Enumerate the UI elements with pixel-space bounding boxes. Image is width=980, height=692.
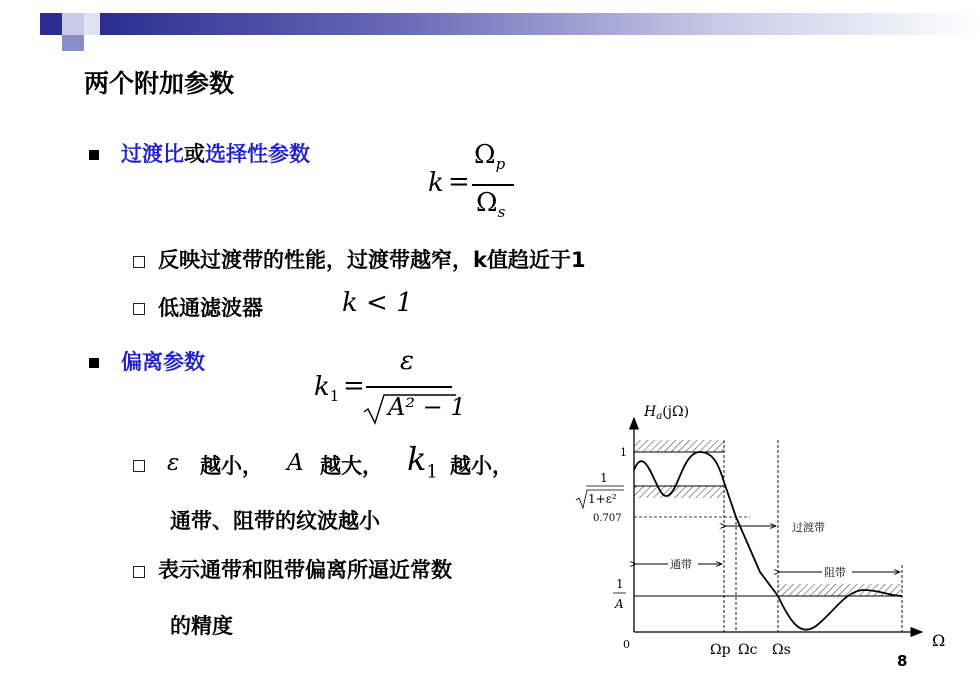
response-curve (634, 452, 902, 630)
bullet1-label-part1: 过渡比 (121, 142, 184, 166)
formula-k1-sub: 1 (329, 387, 340, 406)
passband-lower-hatch (634, 486, 724, 498)
y-axis-label: $H_a(j\Omega)$ (644, 404, 690, 422)
formula-k-eq: = (448, 167, 470, 197)
tick-0707: 0.707 (593, 513, 622, 524)
tick-1: 1 (620, 446, 627, 459)
bullet1-sub2-formula: k < 1 (342, 288, 413, 318)
sub-bullet-box-2 (133, 303, 145, 315)
bullet2-sub1-k-letter: k (407, 440, 427, 478)
formula-k1 (314, 372, 339, 405)
formula-k-fraction-line (472, 184, 514, 186)
formula-k1-k: k (314, 372, 330, 402)
label-passband: 通带 (670, 558, 692, 571)
formula-k1-den: A² − 1 (388, 393, 466, 421)
formula-k-den-omega: Ω (476, 188, 498, 218)
sub-bullet-box-1 (133, 256, 145, 268)
bullet2-sub1-line2: 通带、阻带的纹波越小 (170, 509, 380, 533)
bullet2-sub1-t3: 越小， (450, 454, 513, 478)
x-label-omega-s: Ωs (772, 642, 791, 658)
logo-square-2 (62, 13, 84, 35)
formula-k1-eq: = (343, 371, 365, 401)
bullet2-sub1-k (407, 440, 438, 482)
logo-square-4 (84, 13, 100, 35)
formula-k1-num: ε (400, 346, 414, 376)
bullet-marker-1 (89, 150, 99, 160)
x-label-omega-c: Ωc (738, 642, 758, 658)
bullet2-label: 偏离参数 (121, 350, 205, 374)
formula-k-num (474, 140, 505, 173)
sub-bullet-box-3 (133, 460, 145, 472)
formula-k-num-sub: p (495, 155, 506, 174)
formula-k-den (476, 188, 505, 221)
bullet2-sub1-k-sub: 1 (426, 461, 438, 483)
x-label-omega-p: Ωp (710, 642, 731, 658)
logo-square-3 (62, 35, 84, 51)
page-title: 两个附加参数 (84, 69, 235, 98)
formula-k1-fraction-line (366, 386, 452, 388)
filter-response-figure (560, 400, 960, 665)
bullet-marker-2 (89, 358, 99, 368)
label-stopband: 阻带 (824, 566, 846, 579)
formula-k-den-sub: s (497, 203, 506, 222)
stopband-hatch (778, 584, 902, 596)
tick-frac-num: 1 (600, 471, 608, 485)
bullet1-label (121, 138, 310, 168)
formula-k-num-omega: Ω (474, 140, 496, 170)
bullet1-sub2: 低通滤波器 (158, 296, 263, 320)
tick-1A-den: A (615, 597, 624, 611)
bullet2-sub2-line2: 的精度 (170, 614, 233, 638)
formula-k: k (428, 168, 444, 198)
header-gradient-bar (100, 13, 980, 35)
bullet1-label-or: 或 (184, 142, 205, 166)
bullet2-sub1-A: A (287, 450, 304, 476)
logo-square-1 (40, 13, 62, 35)
bullet1-sub1: 反映过渡带的性能，过渡带越窄，k值趋近于1 (158, 248, 586, 272)
bullet1-label-part2: 选择性参数 (205, 142, 310, 166)
origin-label: 0 (623, 638, 630, 651)
bullet2-sub2-line1: 表示通带和阻带偏离所逼近常数 (158, 558, 452, 582)
passband-upper-hatch (634, 440, 724, 452)
label-transition: 过渡带 (792, 521, 825, 534)
bullet2-sub1-t1: 越小， (200, 454, 263, 478)
page-number: 8 (897, 652, 908, 670)
tick-frac-den: 1+ε² (588, 492, 617, 506)
tick-1A-num: 1 (616, 577, 624, 591)
bullet2-sub1-eps: ε (167, 450, 180, 476)
sub-bullet-box-4 (133, 566, 145, 578)
bullet2-sub1-t2: 越大， (320, 454, 383, 478)
x-axis-label: Ω (932, 631, 946, 650)
